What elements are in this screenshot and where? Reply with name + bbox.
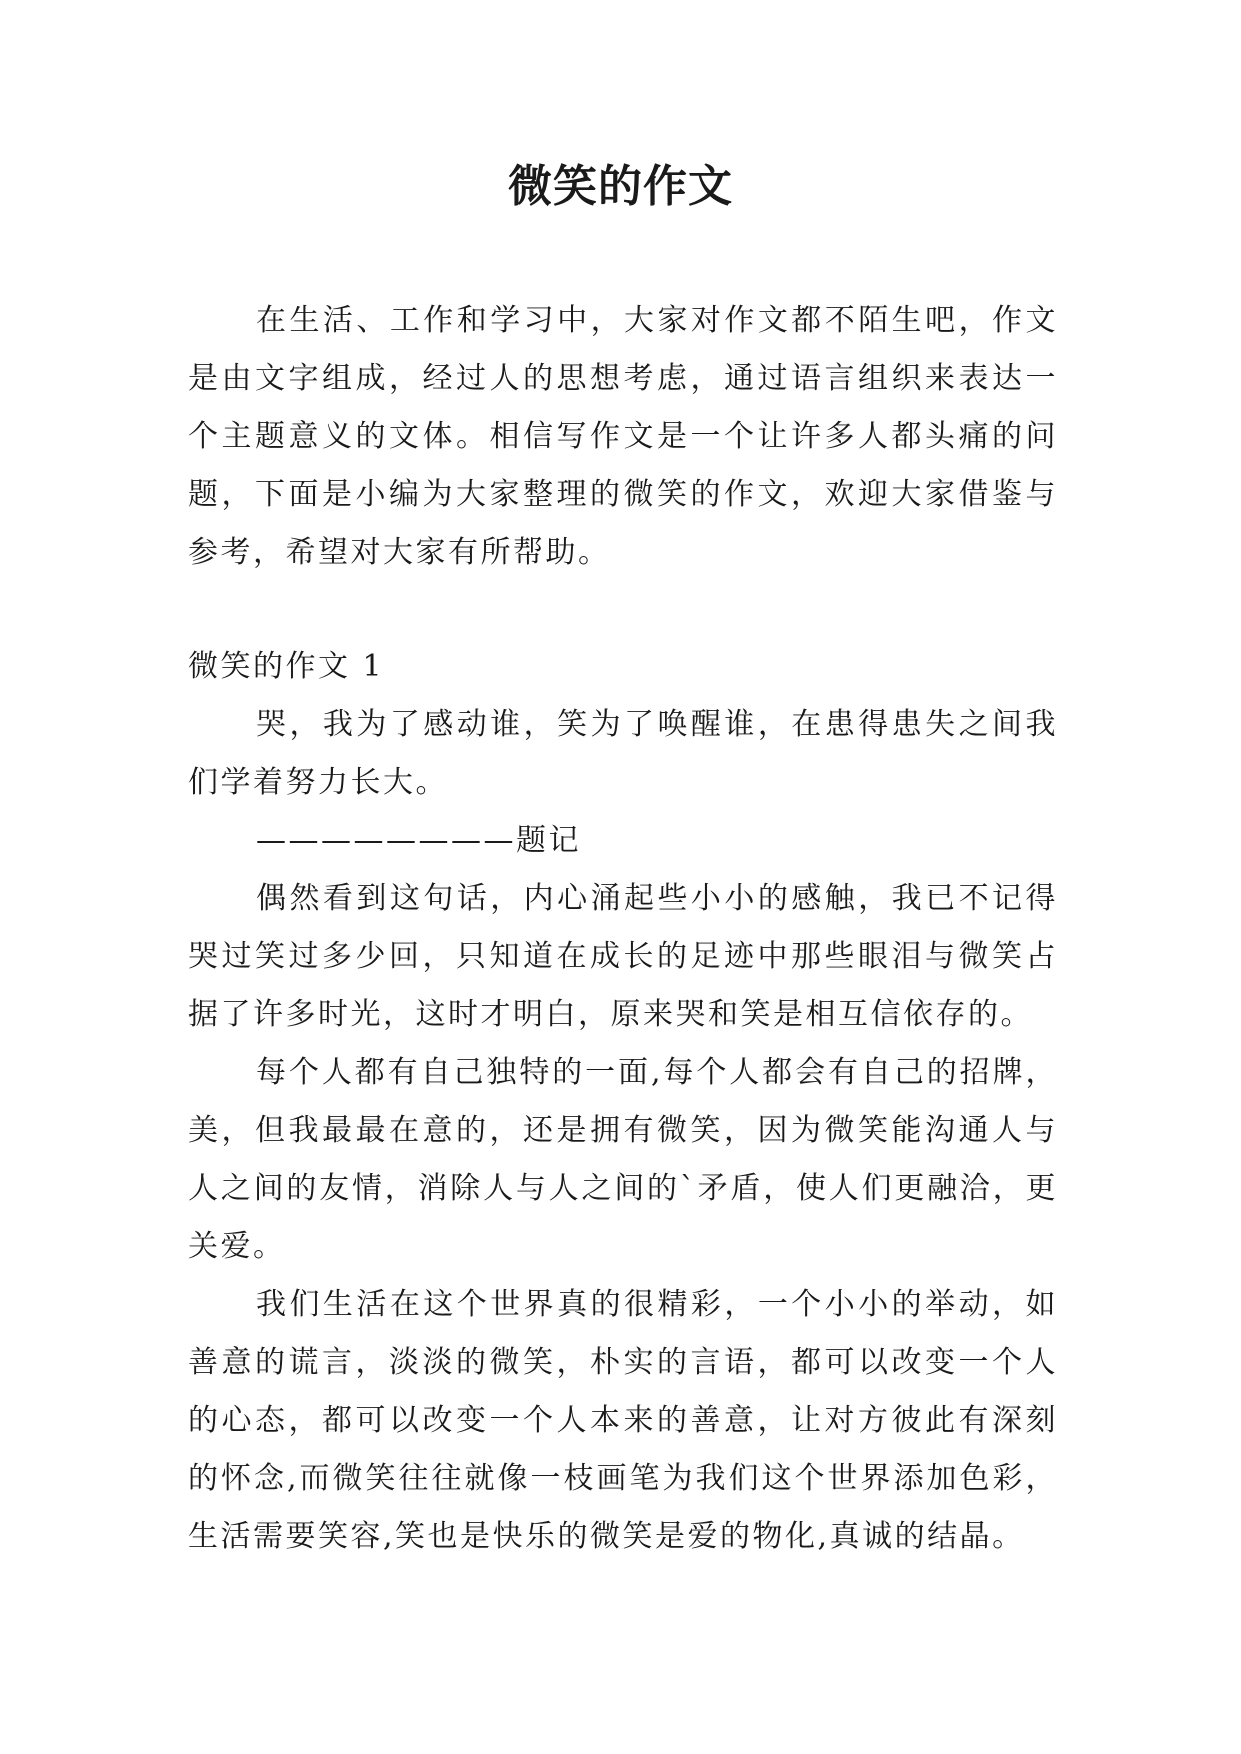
body-paragraph: 每个人都有自己独特的一面,每个人都会有自己的招牌，美，但我最最在意的，还是拥有微笑，因为微笑能沟通人与人之间的友情，消除人与人之间的`矛盾，使人们更融洽，更关爱。 bbox=[188, 1055, 1058, 1264]
document-title: 微笑的作文 bbox=[508, 161, 733, 212]
spacer bbox=[188, 582, 1058, 638]
document-body bbox=[188, 292, 1058, 1566]
inscription-line: ————————题记 bbox=[256, 823, 581, 858]
body-paragraph: 我们生活在这个世界真的很精彩，一个小小的举动，如善意的谎言，淡淡的微笑，朴实的言语，都可以改变一个人的心态，都可以改变一个人本来的善意，让对方彼此有深刻的怀念,而微笑往往就像一枝画笔为我们这个世界添加色彩，生活需要笑容,笑也是快乐的微笑是爱的物化,真诚的结晶。 bbox=[188, 1287, 1058, 1554]
body-paragraph: 偶然看到这句话，内心涌起些小小的感触，我已不记得哭过笑过多少回，只知道在成长的足迹中那些眼泪与微笑占据了许多时光，这时才明白，原来哭和笑是相互信依存的。 bbox=[188, 881, 1058, 1032]
intro-paragraph: 在生活、工作和学习中，大家对作文都不陌生吧，作文是由文字组成，经过人的思想考虑，通过语言组织来表达一个主题意义的文体。相信写作文是一个让许多人都头痛的问题，下面是小编为大家整理的微笑的作文，欢迎大家借鉴与参考，希望对大家有所帮助。 bbox=[188, 303, 1058, 570]
section-heading: 微笑的作文 1 bbox=[188, 649, 385, 684]
body-paragraph: 哭，我为了感动谁，笑为了唤醒谁，在患得患失之间我们学着努力长大。 bbox=[188, 707, 1058, 800]
